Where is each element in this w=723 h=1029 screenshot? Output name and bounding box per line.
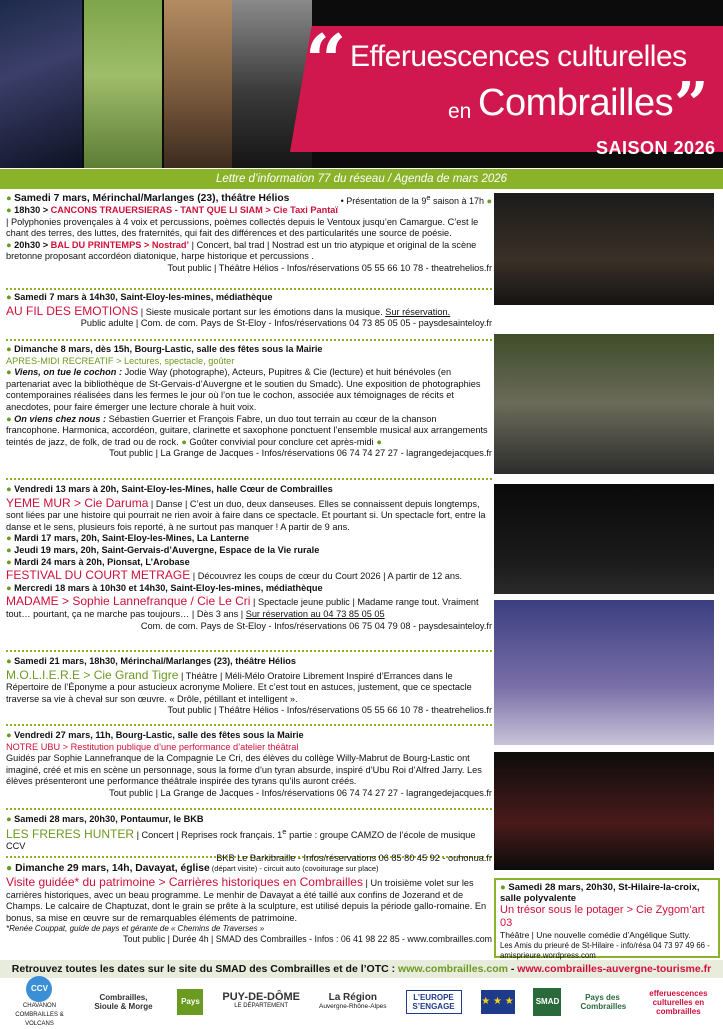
title-line1: Efferuescences culturelles xyxy=(350,40,687,73)
csm-logo: Combrailles, Sioule & Morge xyxy=(94,993,153,1011)
s8-note: *Renée Couppat, guide de pays et gérante de « Chemins de Traverses » xyxy=(6,924,265,934)
event-section-2 xyxy=(6,292,492,341)
side-event-box xyxy=(494,878,720,958)
s1-public: Tout public | Théâtre Hélios - Infos/réservations 05 55 66 10 78 - theatrehelios.fr xyxy=(167,262,492,273)
pays-logo: Pays xyxy=(177,989,203,1015)
theatre-ubu-photo xyxy=(494,752,714,870)
s6-date: ● Vendredi 27 mars, 11h, Bourg-Lastic, salle des fêtes sous la Mairie xyxy=(6,730,304,740)
quote-close: ” xyxy=(674,70,709,140)
s2-public: Public adulte | Com. de com. Pays de St-Eloy - Infos/réservations 04 73 85 05 05 - paysdesainteloy.fr xyxy=(80,318,492,329)
s1-presentation: • Présentation de la 9e saison à 17h ● xyxy=(340,193,492,206)
court-metrage-poster xyxy=(494,600,714,745)
s4-event1: YEME MUR > Cie Daruma | Danse | C’est un duo, deux danseuses. Elles se connaissent depuis longtemps, sont liées par une histoire qui pourrait ne rien avoir à faire dans ce spectacle. Et pourtant si. Un spectacle fort, entre la danse et le sens, plusieurs fois reporté, à ne surtout pas manquer ! A partir de 9 ans. xyxy=(6,495,486,532)
event-section-5 xyxy=(6,656,492,726)
quote-open: “ xyxy=(305,18,347,103)
s4-date3: ● Jeudi 19 mars, 20h, Saint-Gervais-d’Auvergne, Espace de la Vie rurale xyxy=(6,544,320,555)
s2-event: AU FIL DES EMOTIONS | Sieste musicale portant sur les émotions dans la musique. Sur réservation. xyxy=(6,303,451,318)
harpist-photo xyxy=(84,0,162,168)
s8-date: ● Dimanche 29 mars, 14h, Davayat, église (départ visite) - circuit auto (covoiturage sur place) xyxy=(6,863,379,874)
s2-date: ● Samedi 7 mars à 14h30, Saint-Eloy-les-mines, médiathèque xyxy=(6,292,273,302)
s6-public: Tout public | La Grange de Jacques - Infos/réservations 06 74 74 27 27 - lagrangedejacques.fr xyxy=(109,787,492,798)
s1-event2-title[interactable]: BAL DU PRINTEMPS > Nostrad’ xyxy=(50,239,190,250)
s4-date2: ● Mardi 17 mars, 20h, Saint-Eloy-les-Mines, La Lanterne xyxy=(6,533,249,544)
pays-des-combrailles-logo: Pays des Combrailles xyxy=(580,993,627,1011)
efferuescences-logo: efferuescences culturelles en combrailles xyxy=(649,988,708,1016)
s2-title[interactable]: AU FIL DES EMOTIONS xyxy=(6,303,139,318)
puy-de-dome-logo: PUY-DE-DÔME LE DÉPARTEMENT xyxy=(222,991,301,1009)
s4-title[interactable]: YEME MUR > Cie Daruma xyxy=(6,495,149,510)
s7-event: LES FRERES HUNTER | Concert | Reprises rock français. 1e partie : groupe CAMZO de l’école de musique CCV xyxy=(6,826,476,852)
side-contact: Les Amis du prieuré de St-Hilaire - info/résa 04 73 97 49 66 - amisprieure.wordpress.com xyxy=(500,940,710,960)
crowd-photo xyxy=(164,0,232,168)
s3-bullet2: ● On viens chez nous : Sébastien Guerrier et François Fabre, un duo tout terrain au cœur de la chanson francophone. Harmonica, accordéon, guitare, clarinette et saxophone ponctuent l’ensemble musical aux arrangements teintés de jazz, de folk, de trad ou de rock. ● Goûter convivial pour conclure cet après-midi ● xyxy=(6,413,488,447)
taxi-pantai-photo xyxy=(494,193,714,305)
region-logo: La Région Auvergne-Rhône-Alpes xyxy=(318,992,387,1010)
s8-event: Visite guidée* du patrimoine > Carrières historiques en Combrailles | Un troisième volet sur les carrières historiques, avec un beau programme. Le menhir de Davayat a été taillé aux confins de Jozerand et de Champs. Le calcaire de Chaptuzat, dont le grain se prête à la sculpture, est utilisé depuis la période gallo-romaine. En bonus, sa mise en œuvre sur de remarquables éléments de patrimoine. xyxy=(6,875,487,923)
s4-title3[interactable]: MADAME > Sophie Lannefranque / Cie Le Cri xyxy=(6,594,251,609)
event-section-1 xyxy=(6,192,492,290)
s6-title[interactable]: NOTRE UBU > Restitution publique d’une performance d’atelier théâtral xyxy=(6,741,299,752)
s4-date: ● Vendredi 13 mars à 20h, Saint-Eloy-les-Mines, halle Cœur de Combrailles xyxy=(6,484,333,494)
s3-title[interactable]: APRES-MIDI RECREATIF > Lectures, spectacle, goûter xyxy=(6,355,235,366)
s5-public: Tout public | Théâtre Hélios - Infos/réservations 05 55 66 10 78 - theatrehelios.fr xyxy=(167,705,492,716)
s4-title2[interactable]: FESTIVAL DU COURT METRAGE xyxy=(6,568,191,583)
link-combrailles[interactable]: www.combrailles.com xyxy=(398,963,508,975)
s4-public: Com. de com. Pays de St-Eloy - Infos/réservations 06 75 04 79 08 - paysdesainteloy.fr xyxy=(140,620,492,631)
europe-logo: L’EUROPE S’ENGAGE xyxy=(406,990,462,1014)
s5-title[interactable]: M.O.L.I.E.R.E > Cie Grand Tigre xyxy=(6,667,179,682)
header xyxy=(0,0,723,168)
s3-date: ● Dimanche 8 mars, dès 15h, Bourg-Lastic, salle des fêtes sous la Mairie xyxy=(6,344,323,354)
s8-public: Tout public | Durée 4h | SMAD des Combrailles - Infos : 06 41 98 22 85 - www.combrailles.com xyxy=(123,934,492,945)
s5-event: M.O.L.I.E.R.E > Cie Grand Tigre | Théâtre | Méli-Mélo Oratoire Librement Inspiré d’Errances dans le Répertoire de l’Éponyme a pour astucieux acronyme Moliere. Et c’est tout en astuces, justement, que ce spectacle traverse sa vie à chevał sur son œuvre. « Drôle, pétillant et intelligent ». xyxy=(6,667,472,704)
s4-date5: ● Mercredi 18 mars à 10h30 et 14h30, Saint-Eloy-les-mines, médiathèque xyxy=(6,582,323,593)
musicians-duo-photo xyxy=(494,334,714,474)
side-title[interactable]: Un trésor sous le potager > Cie Zygom’art 03 xyxy=(500,904,705,929)
eu-flag-logo: ★ ★ ★ xyxy=(481,990,515,1014)
event-section-8 xyxy=(6,862,492,956)
saison-label: SAISON 2026 xyxy=(596,138,716,158)
s4-date4: ● Mardi 24 mars à 20h, Pionsat, L’Arobase xyxy=(6,556,190,567)
s5-date: ● Samedi 21 mars, 18h30, Mérinchal/Marlanges (23), théâtre Hélios xyxy=(6,656,296,666)
s8-title[interactable]: Visite guidée* du patrimoine > Carrières historiques en Combrailles xyxy=(6,875,363,889)
event-section-7 xyxy=(6,814,492,863)
dancers-duo-photo xyxy=(494,484,714,594)
s4-event2: FESTIVAL DU COURT METRAGE | Découvrez les coups de cœur du Court 2026 | A partir de 12 ans. xyxy=(6,568,463,583)
s3-bullet1: ● Viens, on tue le cochon : Jodie Way (photographe), Acteurs, Pupitres & Cie (lecture) et huit bénévoles (en partenariat avec la bibliothèque de St-Gervais-d’Auvergne et le soutien du Smadc). Une exposition de photographies contemporaines réalisées dans les fermes le jour où l’on tue le cochon, associée aux témoignages de récits et anecdotes, pour faire émerger une lecture chorale à huit voix. xyxy=(6,367,481,412)
smad-logo: SMAD xyxy=(533,988,561,1016)
s1-date: Samedi 7 mars, Mérinchal/Marlanges (23), théâtre Hélios xyxy=(14,193,290,204)
info-bar: Lettre d’information 77 du réseau / Agenda de mars 2026 xyxy=(0,169,723,189)
side-date: ● Samedi 28 mars, 20h30, St-Hilaire-la-croix, salle polyvalente xyxy=(500,882,700,904)
s1-event2: ● 20h30 > BAL DU PRINTEMPS > Nostrad’ | Concert, bal trad | Nostrad est un trio atypique et original de la scène bretonne proposant accordéon diatonique, harpe historique et percussions . xyxy=(6,239,477,262)
s3-public: Tout public | La Grange de Jacques - Infos/réservations 06 74 74 27 27 - lagrangedejacques.fr xyxy=(109,448,492,459)
event-section-6 xyxy=(6,730,492,810)
title-en: en xyxy=(448,100,472,123)
s1-event1: ● 18h30 > CANCONS TRAUERSIERAS - TANT QUE LI SIAM > Cie Taxi Pantaï | Polyphonies provençales à 4 voix et percussions, poèmes collectés depuis le Ventoux jusqu’en Camargue. C’est le chant des terres, des luttes, des fraternités, qui fait des différences et des particularités une source de poésie. xyxy=(6,205,479,239)
side-desc: Théâtre | Une nouvelle comédie d’Angélique Sutty. xyxy=(500,930,691,940)
event-section-3 xyxy=(6,344,492,480)
s1-event1-title[interactable]: CANCONS TRAUERSIERAS - TANT QUE LI SIAM > Cie Taxi Pantaï xyxy=(50,205,338,215)
s6-desc: Guidés par Sophie Lannefranque de la Compagnie Le Cri, des élèves du collège Willy-Mabrut de Bourg-Lastic ont imaginé, créé et mis en scène un personnage, sous la forme d’un tyran absurde, inspiré d’Ubu Roi d’Alfred Jarry. Les élèves présenteront une performance théâtrale inspirée des tyrans qu’ils auront créés. xyxy=(6,753,482,787)
s7-title[interactable]: LES FRERES HUNTER xyxy=(6,826,135,841)
title-line2: Combrailles xyxy=(478,82,674,124)
footer-note: Retrouvez toutes les dates sur le site du SMAD des Combrailles et de l’OTC : www.combrailles.com - www.combrailles-auvergne-tourisme.fr xyxy=(0,960,723,978)
event-section-4 xyxy=(6,484,492,652)
link-tourisme[interactable]: www.combrailles-auvergne-tourisme.fr xyxy=(517,963,712,975)
s1-date-line: ● Samedi 7 mars, Mérinchal/Marlanges (23), théâtre Hélios • Présentation de la 9e saison à 17h ● xyxy=(6,193,492,206)
s4-event3: MADAME > Sophie Lannefranque / Cie Le Cri | Spectacle jeune public | Madame range tout. Vraiment tout… pourtant, ça ne marche pas toujours… | Dès 3 ans | Sur réservation au 04 73 85 05 05 xyxy=(6,594,479,619)
partner-logos xyxy=(0,980,723,1027)
s7-date: ● Samedi 28 mars, 20h30, Pontaumur, le BKB xyxy=(6,814,204,824)
s7-public: BKB Le Barkibraille - Infos/réservations 06 85 80 45 92 - ouhonua.fr xyxy=(216,852,492,863)
ccv-logo: CCV CHAVANON COMBRAILLES & VOLCANS xyxy=(9,976,69,1029)
pianist-photo xyxy=(0,0,82,168)
